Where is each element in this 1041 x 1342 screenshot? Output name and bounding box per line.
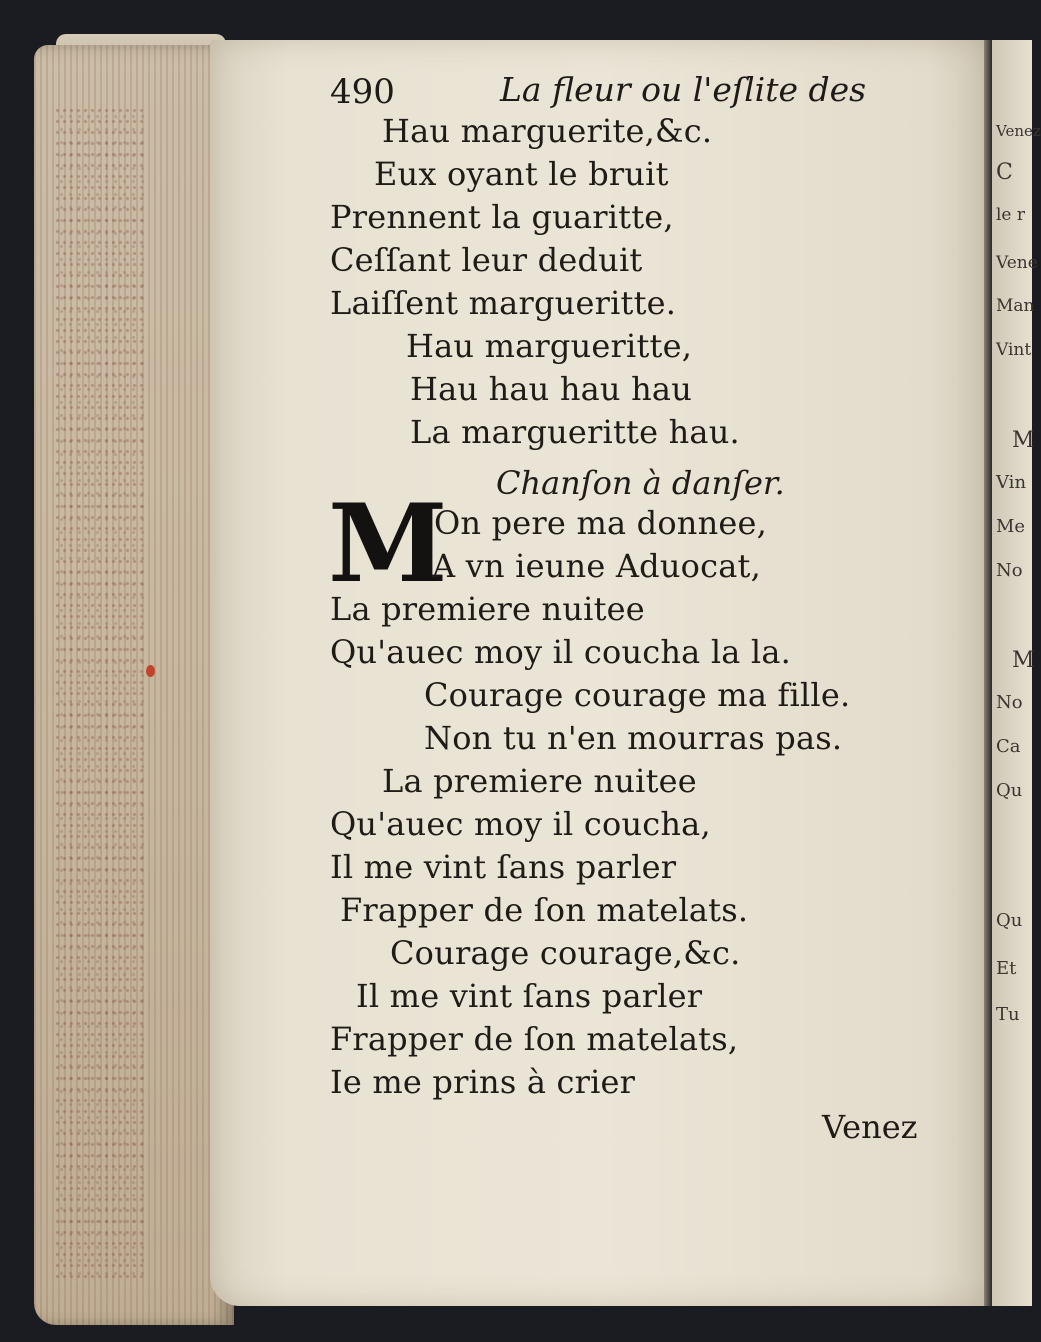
verse-line: Eux oyant le bruit <box>374 155 669 193</box>
adjacent-fragment: Qu <box>996 910 1023 931</box>
adjacent-fragment: Me <box>996 516 1026 537</box>
verse-line: Ie me prins à crier <box>330 1063 636 1101</box>
verse-line: Qu'auec moy il coucha, <box>330 805 711 843</box>
drop-cap: M <box>328 481 448 607</box>
verse-line: A vn ieune Aduocat, <box>432 547 761 585</box>
adjacent-fragment: Qu <box>996 780 1023 801</box>
book-fore-edge <box>34 45 234 1325</box>
right-page-edge <box>992 40 1032 1306</box>
page-gutter <box>984 40 992 1306</box>
adjacent-fragment: No <box>996 560 1023 581</box>
adjacent-fragment: M <box>1012 648 1035 673</box>
verse-line: Qu'auec moy il coucha la la. <box>330 633 792 671</box>
adjacent-fragment: Vene <box>996 253 1038 273</box>
verse-line: Frapper de ſon matelats. <box>340 891 749 929</box>
page-number: 490 <box>330 72 395 112</box>
verse-line: Laiſſent margueritte. <box>330 284 677 322</box>
verse-line: Hau margueritte, <box>406 327 693 365</box>
edge-speckles <box>54 105 144 1285</box>
verse-line: Il me vint ſans parler <box>330 848 677 886</box>
verse-line: La premiere nuitee <box>382 762 697 800</box>
verse-line: Courage courage ma fille. <box>424 676 851 714</box>
verse-line: Frapper de ſon matelats, <box>330 1020 739 1058</box>
adjacent-fragment: le r <box>996 205 1026 225</box>
verse-line: On pere ma donnee, <box>434 504 768 542</box>
verse-line: Courage courage,&c. <box>390 934 741 972</box>
running-title: La fleur ou l'eſlite des <box>500 70 867 109</box>
adjacent-fragment: M <box>1012 428 1035 453</box>
verse-line: Ceſſant leur deduit <box>330 241 643 279</box>
adjacent-fragment: Tu <box>996 1004 1020 1025</box>
verse-line: Prennent la guaritte, <box>330 198 674 236</box>
verse-line: Il me vint ſans parler <box>356 977 703 1015</box>
adjacent-fragment: C <box>996 160 1013 185</box>
verse-line: Hau marguerite,&c. <box>382 112 713 150</box>
red-mark <box>146 665 155 677</box>
adjacent-fragment: Vin <box>996 472 1027 493</box>
song-title: Chanſon à danſer. <box>496 464 785 502</box>
verse-line: Non tu n'en mourras pas. <box>424 719 843 757</box>
verse-line: Hau hau hau hau <box>410 370 692 408</box>
adjacent-fragment: No <box>996 692 1023 713</box>
adjacent-fragment: Man <box>996 296 1035 316</box>
catchword: Venez <box>822 1108 918 1146</box>
verse-line: La margueritte hau. <box>410 413 740 451</box>
adjacent-fragment: Vint <box>996 340 1032 360</box>
adjacent-fragment: Venez <box>996 122 1041 140</box>
verse-line: La premiere nuitee <box>330 590 645 628</box>
adjacent-fragment: Et <box>996 958 1017 979</box>
adjacent-fragment: Ca <box>996 736 1021 757</box>
